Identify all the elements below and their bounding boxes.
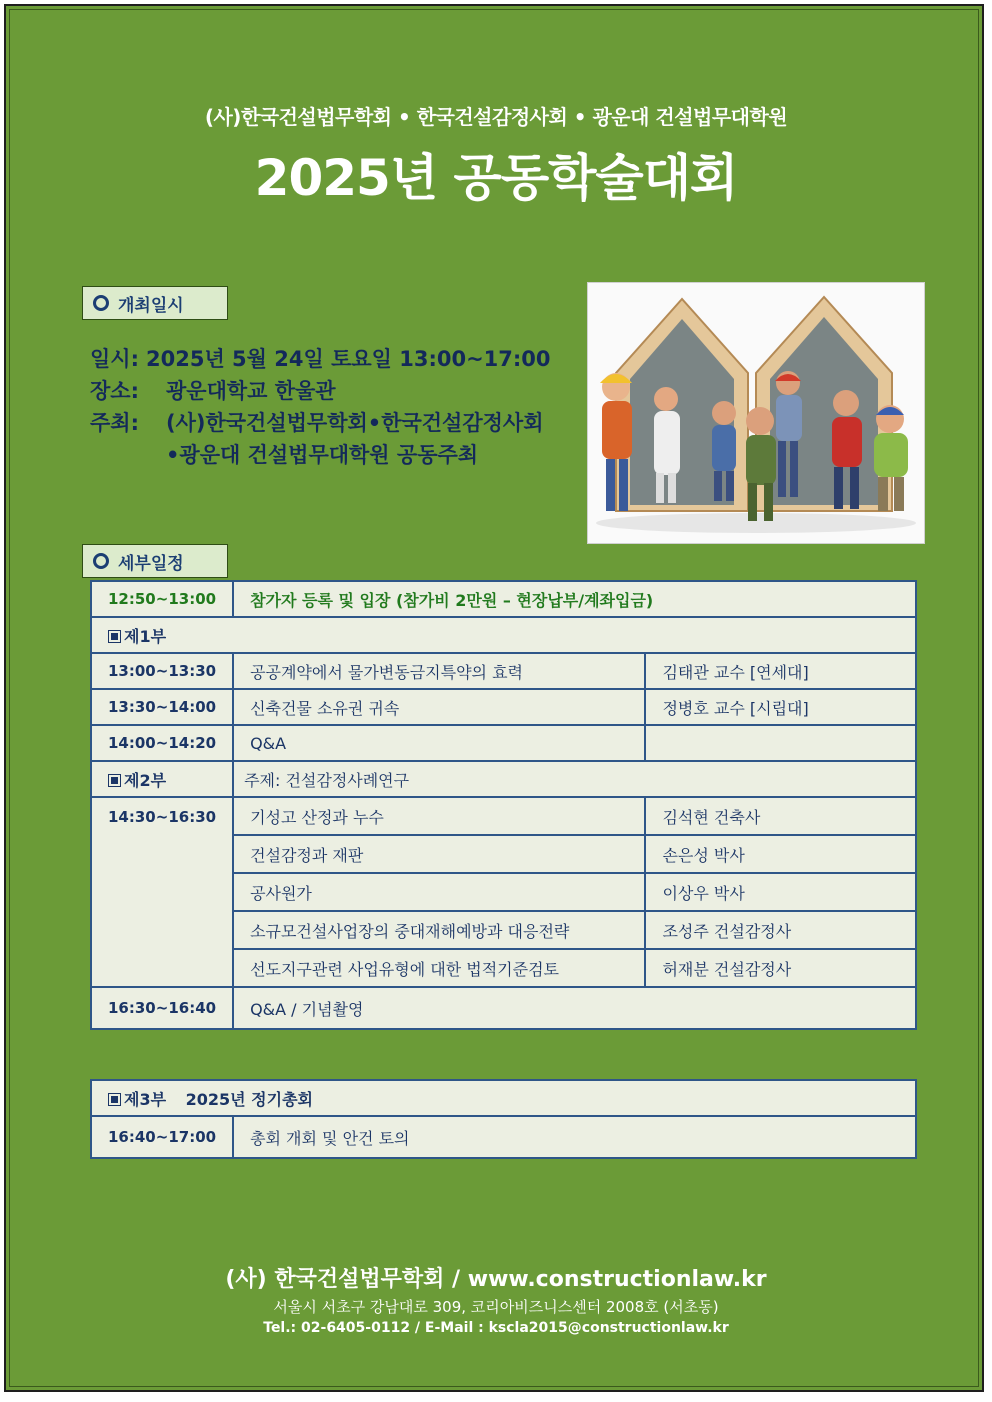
table-row [91, 653, 916, 689]
date-value: 2025년 5월 24일 토요일 13:00~17:00 [146, 347, 551, 371]
part2-topic: 주제: 건설감정사례연구 [233, 761, 916, 797]
session-speaker: 김석현 건축사 [645, 797, 916, 835]
session-time: 16:30~16:40 [91, 987, 233, 1029]
table-row [91, 725, 916, 761]
detail-section-label-text: 세부일정 [118, 553, 184, 574]
table-row [91, 689, 916, 725]
host-key: 주최: [90, 411, 139, 435]
registration-row [91, 581, 916, 617]
session-time: 13:00~13:30 [91, 653, 233, 689]
event-date-row [90, 343, 551, 375]
circle-bullet-icon [93, 553, 109, 569]
square-bullet-icon [108, 630, 121, 643]
event-section-label [82, 286, 228, 320]
session-title: 소규모건설사업장의 중대재해예방과 대응전략 [233, 911, 645, 949]
general-meeting-table [90, 1079, 917, 1159]
session-speaker: 허재분 건설감정사 [645, 949, 916, 987]
date-key: 일시: [90, 347, 139, 371]
session-time: 13:30~14:00 [91, 689, 233, 725]
schedule-table [90, 580, 917, 1030]
session-title: 선도지구관련 사업유형에 대한 법적기준검토 [233, 949, 645, 987]
organizer-line: (사)한국건설법무학회 • 한국건설감정사회 • 광운대 건설법무대학원 [204, 105, 788, 129]
session-title: 총회 개회 및 안건 토의 [233, 1116, 916, 1158]
session-speaker: 김태관 교수 [연세대] [645, 653, 916, 689]
part2-header-row [91, 761, 916, 797]
square-bullet-icon [108, 1093, 121, 1106]
part2-label: 제2부 [124, 770, 167, 790]
event-section-label-text: 개최일시 [118, 295, 184, 316]
session-speaker: 이상우 박사 [645, 873, 916, 911]
event-info [90, 343, 551, 471]
square-bullet-icon [108, 774, 121, 787]
detail-section-label [82, 544, 228, 578]
session-title: 공사원가 [233, 873, 645, 911]
reg-text: 참가자 등록 및 입장 (참가비 2만원 – 현장납부/계좌입금) [233, 581, 916, 617]
session-title: 신축건물 소유권 귀속 [233, 689, 645, 725]
place-value: 광운대학교 한울관 [166, 379, 336, 403]
figurine-illustration [588, 283, 924, 543]
event-host-row [90, 407, 551, 439]
workers-figurine-photo [587, 282, 925, 544]
part3-label: 제3부 [124, 1089, 167, 1109]
place-key: 장소: [90, 379, 139, 403]
session-title: Q&A / 기념촬영 [233, 987, 916, 1029]
session-time: 14:00~14:20 [91, 725, 233, 761]
session-speaker: 손은성 박사 [645, 835, 916, 873]
poster-frame [4, 4, 984, 1392]
part3-topic: 2025년 정기총회 [185, 1089, 314, 1109]
footer-contact: Tel.: 02-6405-0112 / E-Mail : kscla2015@constructionlaw.kr [263, 1320, 729, 1336]
reg-time: 12:50~13:00 [91, 581, 233, 617]
session-title: 공공계약에서 물가변동금지특약의 효력 [233, 653, 645, 689]
footer-address: 서울시 서초구 강남대로 309, 코리아비즈니스센터 2008호 (서초동) [273, 1298, 719, 1316]
session-title: 기성고 산정과 누수 [233, 797, 645, 835]
session-time: 16:40~17:00 [91, 1116, 233, 1158]
table-row [91, 797, 916, 835]
session-speaker: 정병호 교수 [시립대] [645, 689, 916, 725]
session-time: 14:30~16:30 [91, 797, 233, 987]
session-title: 건설감정과 재판 [233, 835, 645, 873]
host-value-2: •광운대 건설법무대학원 공동주최 [166, 443, 479, 467]
event-host-row-2 [90, 439, 551, 471]
session-title: Q&A [233, 725, 645, 761]
circle-bullet-icon [93, 295, 109, 311]
part1-header-row [91, 617, 916, 653]
table-row [91, 987, 916, 1029]
session-speaker: 조성주 건설감정사 [645, 911, 916, 949]
table-row [91, 1116, 916, 1158]
footer-org: (사) 한국건설법무학회 / www.constructionlaw.kr [225, 1267, 767, 1292]
part1-label: 제1부 [124, 626, 167, 646]
main-title: 2025년 공동학술대회 [254, 149, 738, 207]
host-value-1: (사)한국건설법무학회•한국건설감정사회 [166, 411, 544, 435]
part3-header-row [91, 1080, 916, 1116]
session-speaker [645, 725, 916, 761]
event-place-row [90, 375, 551, 407]
